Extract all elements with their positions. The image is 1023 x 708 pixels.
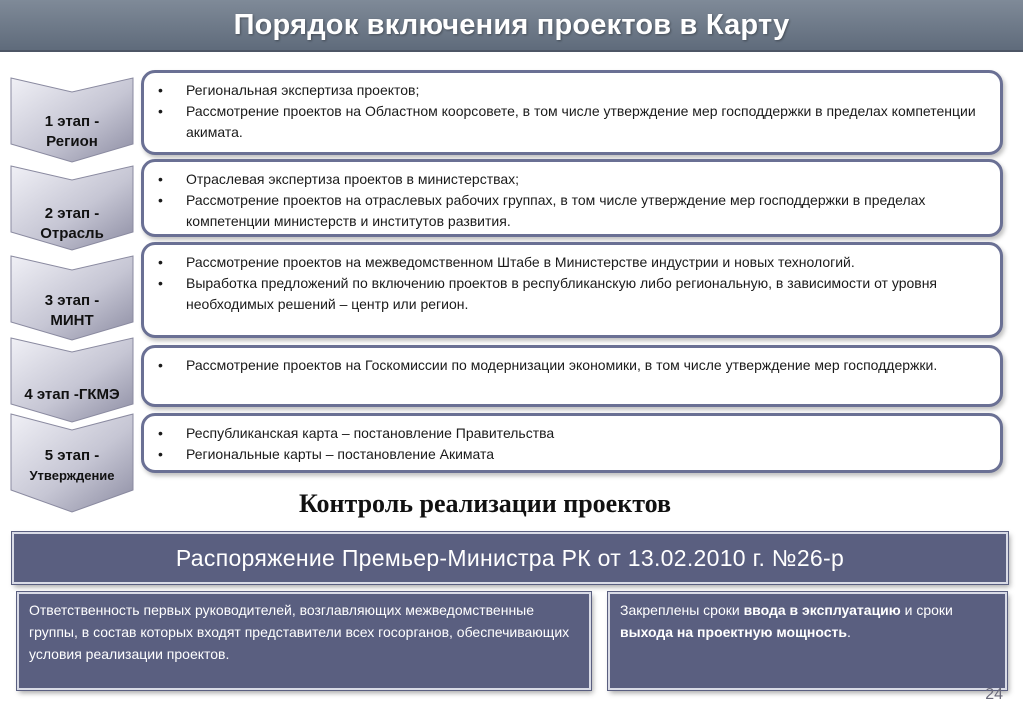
deadlines-middle: и сроки — [900, 602, 953, 618]
deadlines-prefix: Закреплены сроки — [620, 602, 744, 618]
page-number: 24 — [985, 686, 1003, 703]
bullet-list — [156, 355, 986, 376]
list-item: • Рассмотрение проектов на межведомственном Штабе в Министерстве индустрии и новых технологий. — [156, 252, 986, 273]
list-item: • Региональные карты – постановление Акимата — [156, 444, 986, 465]
stage-1-line1: 1 этап - — [44, 113, 100, 130]
bullet-list — [156, 423, 986, 465]
slide-title: Порядок включения проектов в Карту — [233, 8, 790, 41]
stage-1-line2: Регион — [46, 133, 98, 150]
bullet-list — [156, 80, 986, 143]
list-item: • Выработка предложений по включению проектов в республиканскую либо региональную, в зависимости от уровня необходимых решений – центр или регион. — [156, 273, 986, 315]
stage-5-line2: Утверждение — [29, 468, 115, 483]
stage-1-description — [141, 70, 1003, 155]
list-item: • Отраслевая экспертиза проектов в министерствах; — [156, 169, 986, 190]
stage-4-description — [141, 345, 1003, 407]
stage-2-line1: 2 этап - — [44, 205, 100, 222]
control-heading: Контроль реализации проектов — [298, 489, 672, 518]
bullet-list — [156, 169, 986, 232]
stage-1-chevron — [11, 78, 133, 162]
order-text: Распоряжение Премьер-Министра РК от 13.02.2010 г. №26-р — [175, 544, 845, 571]
list-item: • Рассмотрение проектов на Областном коорсовете, в том числе утверждение мер господдержки в пределах компетенции акимата. — [156, 101, 986, 143]
stage-3-line2: МИНТ — [50, 312, 94, 329]
stage-3-chevron — [11, 256, 133, 340]
responsibility-text: Ответственность первых руководителей, возглавляющих межведомственные группы, в состав которых входят представители всех госорганов, обеспечивающих условия реализации проектов. — [29, 602, 570, 662]
deadlines-suffix: . — [846, 624, 851, 640]
bullet-list — [156, 252, 986, 315]
list-item: • Рассмотрение проектов на отраслевых рабочих группах, в том числе утверждение мер господдержки в пределах компетенции министерств и институтов развития. — [156, 190, 986, 232]
stage-4-chevron — [11, 338, 133, 422]
order-banner — [12, 532, 1008, 584]
title-bar — [0, 0, 1023, 52]
list-item: • Региональная экспертиза проектов; — [156, 80, 986, 101]
stage-3-description — [141, 242, 1003, 338]
stage-2-description — [141, 159, 1003, 237]
list-item: • Республиканская карта – постановление Правительства — [156, 423, 986, 444]
list-item: • Рассмотрение проектов на Госкомиссии по модернизации экономики, в том числе утверждение мер господдержки. — [156, 355, 986, 376]
deadlines-bold-capacity: выхода на проектную мощность — [620, 624, 847, 640]
deadlines-bold-commissioning: ввода в эксплуатацию — [743, 602, 901, 618]
stage-2-line2: Отрасль — [40, 225, 104, 242]
chevron-arrow-icon — [11, 338, 133, 422]
deadlines-panel — [608, 592, 1007, 690]
stage-4-line1: 4 этап -ГКМЭ — [24, 386, 120, 403]
stage-3-line1: 3 этап - — [44, 292, 100, 309]
stage-2-chevron — [11, 166, 133, 250]
responsibility-panel — [17, 592, 591, 690]
stage-5-line1: 5 этап - — [44, 447, 100, 464]
stage-5-description — [141, 413, 1003, 473]
